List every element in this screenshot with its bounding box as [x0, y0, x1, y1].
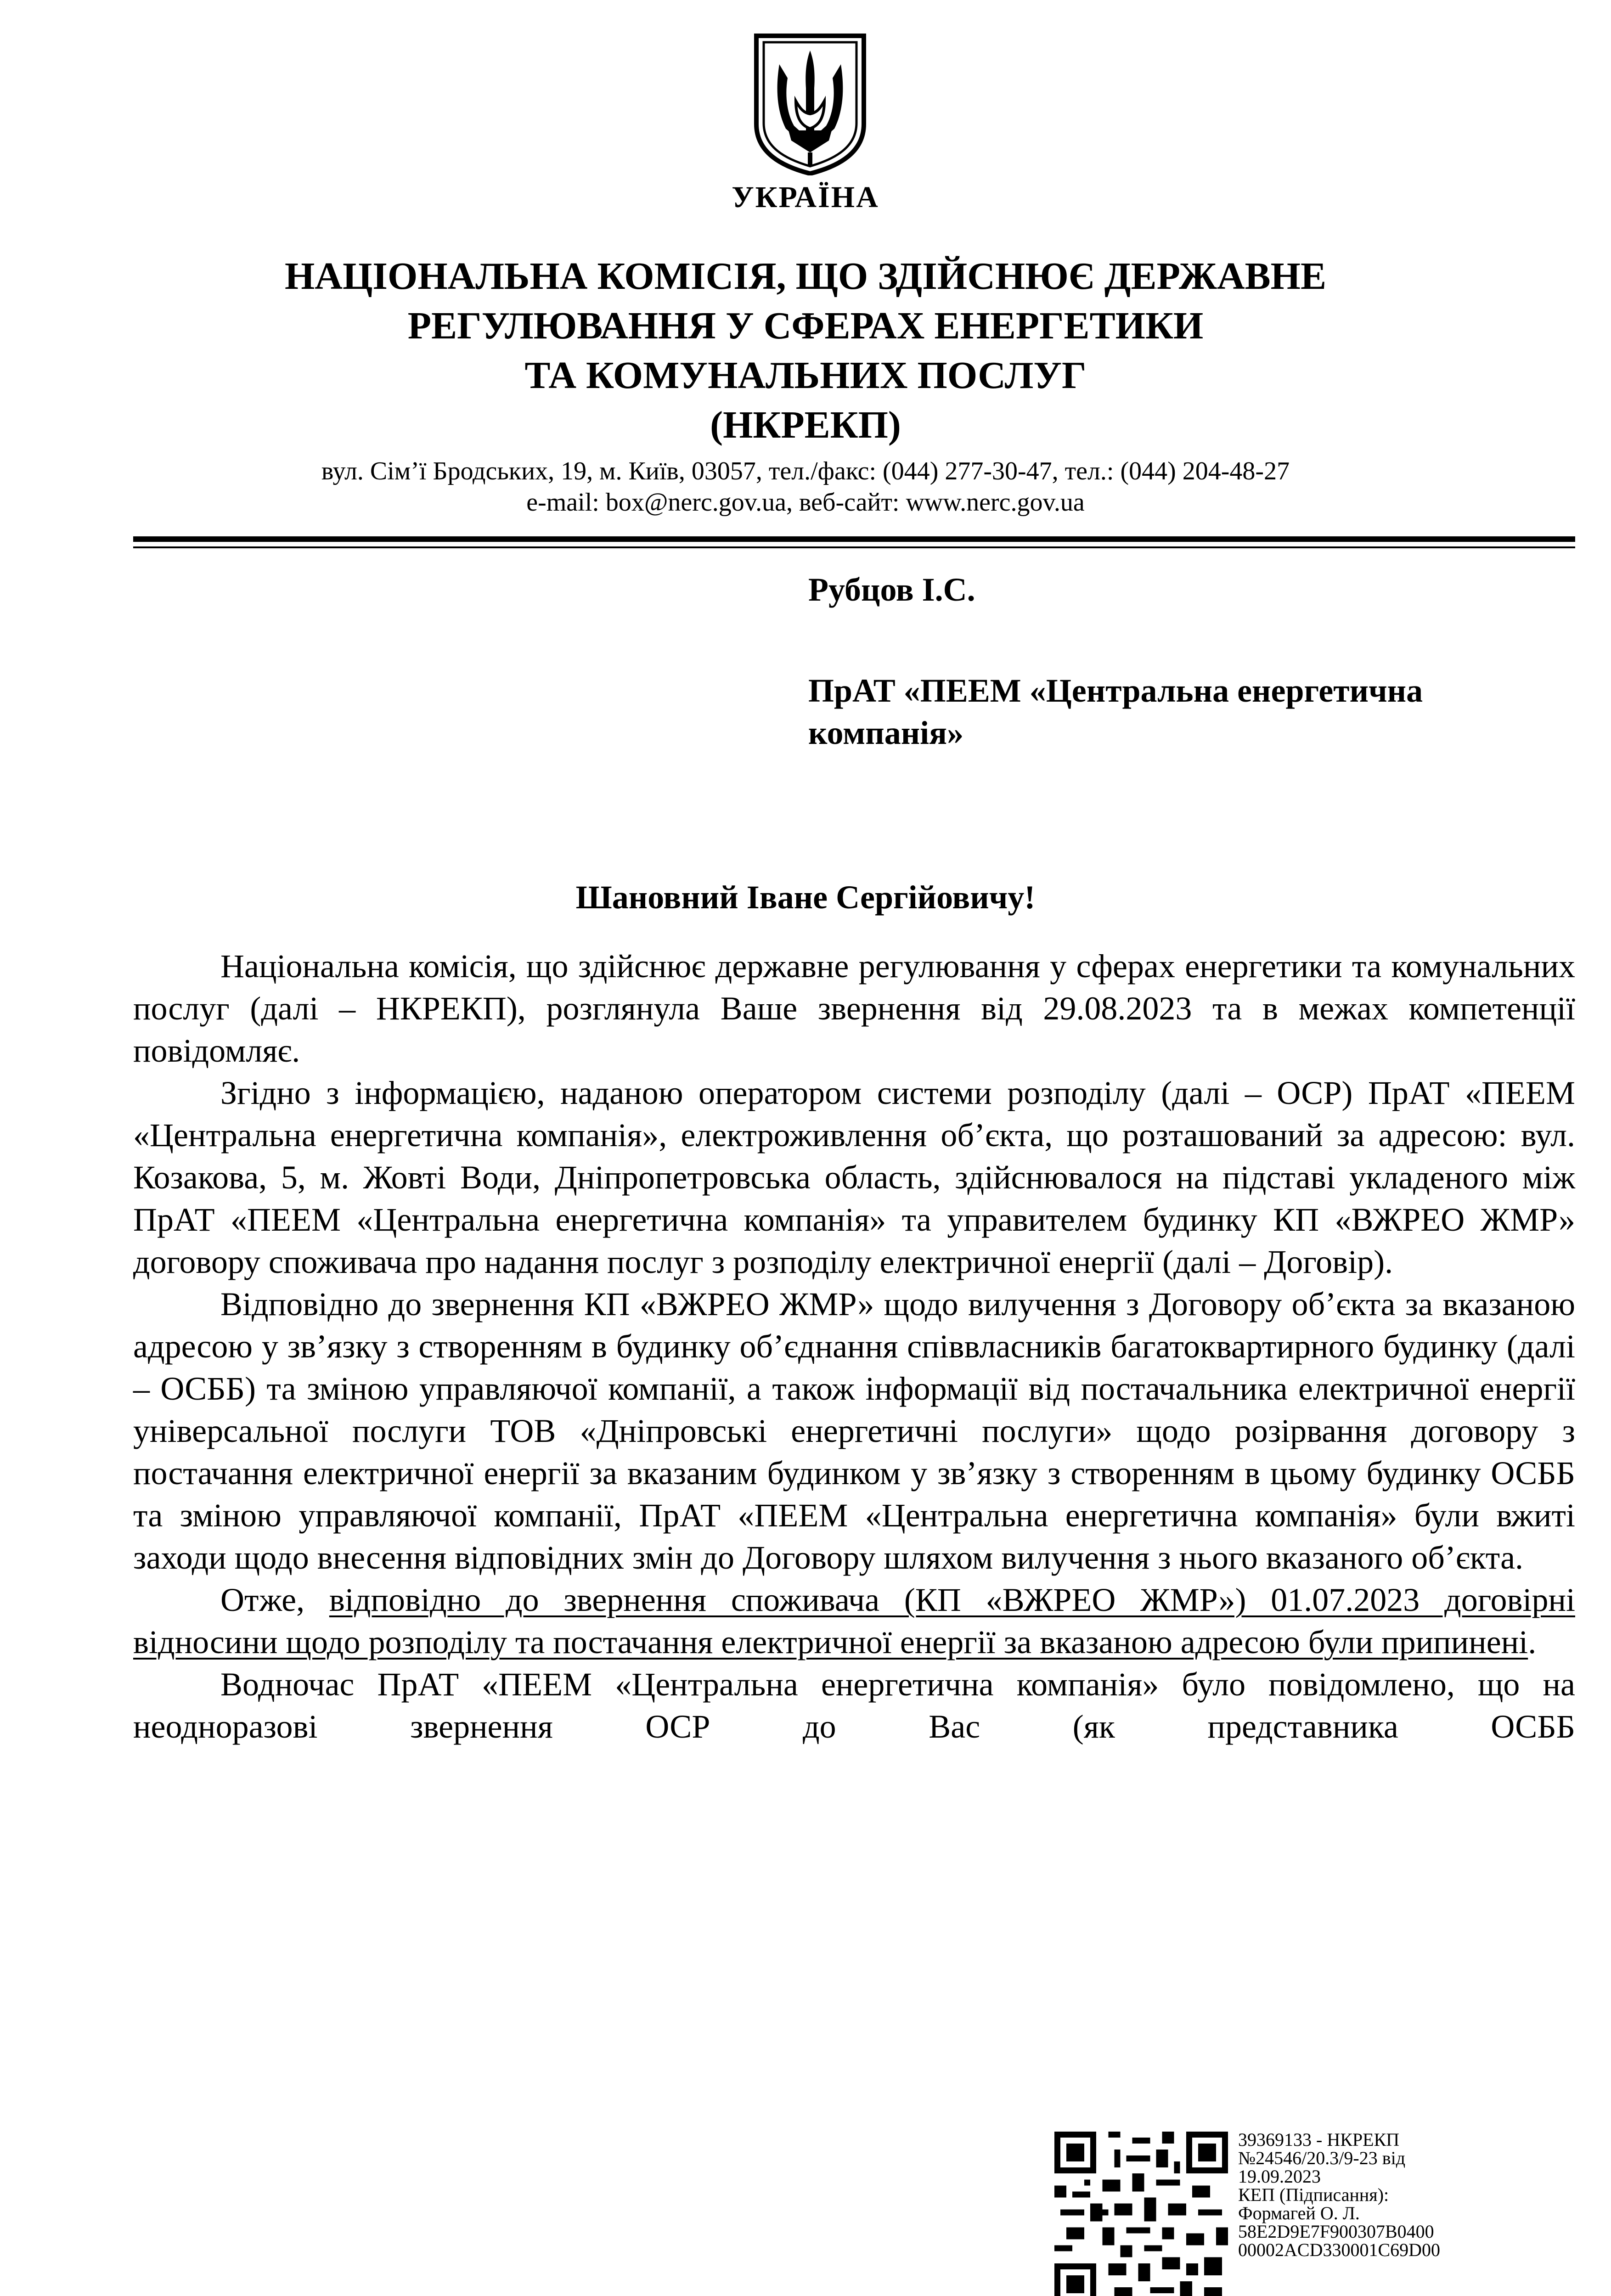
signature-line-4: КЕП (Підписання):: [1238, 2184, 1389, 2205]
org-title-line-3: ТА КОМУНАЛЬНИХ ПОСЛУГ: [524, 354, 1087, 397]
organization-title: [138, 252, 1473, 450]
address-line: вул. Сім’ї Бродських, 19, м. Київ, 03057, тел./факс: (044) 277-30-47, тел.: (044) 204-48-27: [321, 457, 1290, 485]
signature-line-5: Формагей О. Л.: [1238, 2203, 1360, 2223]
org-title-line-4: (НКРЕКП): [710, 404, 901, 446]
paragraph-4-prefix: Отже,: [220, 1581, 329, 1618]
paragraph-4-suffix: .: [1528, 1624, 1537, 1660]
letter-body: [133, 945, 1575, 1748]
signature-line-3: 19.09.2023: [1238, 2166, 1321, 2187]
recipient-company-line-1: ПрАТ «ПЕЕМ «Центральна енергетична: [808, 672, 1423, 709]
org-title-line-1: НАЦІОНАЛЬНА КОМІСІЯ, ЩО ЗДІЙСНЮЄ ДЕРЖАВНЕ: [284, 255, 1327, 298]
recipient-company-line-2: компанія»: [808, 715, 964, 751]
recipient-company: [808, 670, 1423, 754]
coat-of-arms-icon: [752, 32, 868, 175]
contacts-block: [92, 456, 1519, 518]
header-divider-thin: [133, 546, 1575, 548]
signature-line-1: 39369133 - НКРЕКП: [1238, 2129, 1400, 2150]
country-name: УКРАЇНА: [732, 180, 879, 214]
paragraph-3: Відповідно до звернення КП «ВЖРЕО ЖМР» щодо вилучення з Договору об’єкта за вказаною адресою у зв’язку з створенням в будинку об’єднання співвласників багатоквартирного будинку (далі – ОСББ) та зміною управляючої компанії, а також інформації від постачальника електричної енергії універсальної послуги ТОВ «Дніпровські енергетичні послуги» щодо розірвання договору з постачання електричної енергії за вказаним будинком у зв’язку з створенням в цьому будинку ОСББ та зміною управляючої компанії, ПрАТ «ПЕЕМ «Центральна енергетична компанія» були вжиті заходи щодо внесення відповідних змін до Договору шляхом вилучення з нього вказаного об’єкта.: [133, 1286, 1575, 1576]
paragraph-2: Згідно з інформацією, наданою оператором системи розподілу (далі – ОСР) ПрАТ «ПЕЕМ «Центральна енергетична компанія», електроживлення об’єкта, що розташований за адресою: вул. Козакова, 5, м. Жовті Води, Дніпропетровська область, здійснювалося на підставі укладеного між ПрАТ «ПЕЕМ «Центральна енергетична компанія» та управителем будинку КП «ВЖРЕО ЖМР» договору споживача про надання послуг з розподілу електричної енергії (далі – Договір).: [133, 1075, 1575, 1280]
recipient-name: Рубцов І.С.: [808, 571, 975, 608]
org-title-line-2: РЕГУЛЮВАННЯ У СФЕРАХ ЕНЕРГЕТИКИ: [407, 304, 1204, 347]
email-line: e-mail: box@nerc.gov.ua, веб-сайт: www.nerc.gov.ua: [526, 488, 1085, 517]
paragraph-4-underlined: відповідно до звернення споживача (КП «ВЖРЕО ЖМР») 01.07.2023 договірні відносини щодо розподілу та постачання електричної енергії за вказаною адресою були припинені: [133, 1581, 1575, 1660]
signature-line-6: 58E2D9E7F900307B0400: [1238, 2221, 1434, 2242]
greeting: Шановний Іване Сергійовичу!: [575, 879, 1036, 916]
qr-code-icon: [1054, 2132, 1228, 2296]
paragraph-1: Національна комісія, що здійснює державне регулювання у сферах енергетики та комунальних послуг (далі – НКРЕКП), розглянула Ваше звернення від 29.08.2023 та в межах компетенції повідомляє.: [133, 948, 1575, 1069]
signature-line-2: №24546/20.3/9-23 від: [1238, 2148, 1406, 2168]
header-divider-thick: [133, 536, 1575, 542]
paragraph-4: [133, 1579, 1575, 1663]
e-signature-stamp: [1238, 2131, 1440, 2259]
paragraph-5: Водночас ПрАТ «ПЕЕМ «Центральна енергетична компанія» було повідомлено, що на неодноразові звернення ОСР до Вас (як представника ОСББ: [133, 1666, 1575, 1745]
signature-line-7: 00002ACD330001C69D00: [1238, 2240, 1441, 2260]
